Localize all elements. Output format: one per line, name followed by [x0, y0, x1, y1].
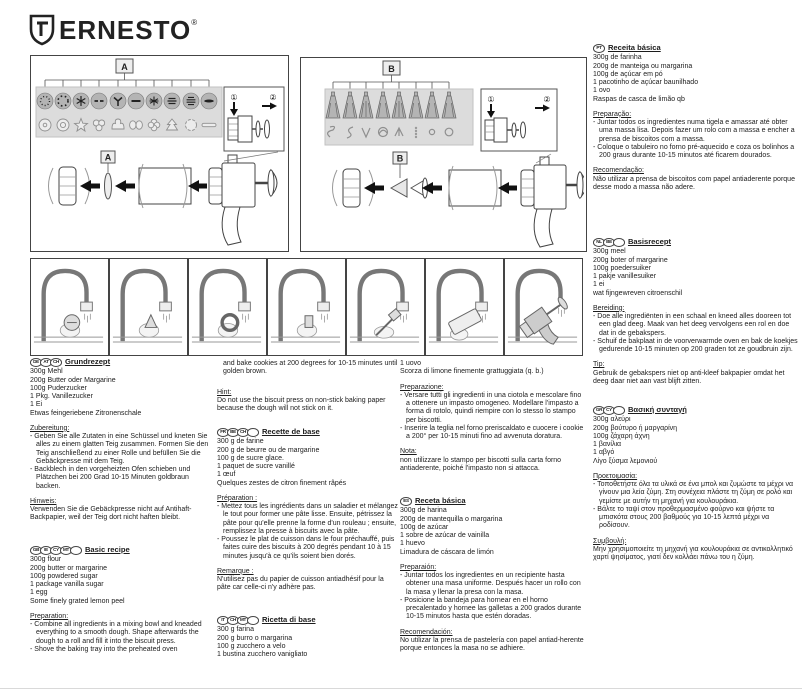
note-heading: Nota:: [400, 448, 417, 456]
ingredient-line: 1 package vanilla sugar: [30, 581, 104, 589]
ingredient-list: [400, 360, 587, 377]
prep-step: - Versare tutti gli ingredienti in una ciotola e mescolare fino a ottenere un impasto omogeneo. Modellare l'impasto a forma di rotolo, quindi riempire con lo stesso lo stampo per biscotti.: [400, 391, 582, 424]
wash-step-small-part-panel: [267, 258, 346, 356]
section-title: Receita básica: [607, 43, 661, 53]
prep-step: - Mettez tous les ingrédients dans un saladier et mélangez le tout pour former une pâte lisse. Ensuite, pétrissez la pâte pour qu'elle prenne la forme d'un rouleau ; ensuite, remplissez la presse à biscuits avec la pâte.: [217, 503, 398, 535]
ingredient-line: 100g de azúcar: [400, 523, 449, 531]
ingredient-line: 200 g burro o margarina: [217, 634, 293, 642]
ingredient-line: 1 sobre de azúcar de vainilla: [400, 532, 490, 540]
ingredient-line: 300 g de farine: [217, 438, 264, 446]
faucet-wash-nozzle-illustration: [110, 259, 185, 353]
note-text: N'utilisez pas du papier de cuisson antiadhésif pour la pâte car celle-ci n'y adhère pas.: [217, 576, 384, 592]
ingredient-line: 200g βούτυρο ή μαργαρίνη: [593, 424, 678, 432]
section-header: [30, 358, 212, 367]
diagram-b-label: B: [388, 64, 395, 74]
language-badges: [400, 498, 410, 505]
note-text: Verwenden Sie die Gebäckpresse nicht auf Antihaft-Backpapier, weil der Teig dort nicht haften bleibt.: [30, 506, 192, 522]
section-title: Recette de base: [261, 427, 320, 437]
ingredient-line: 100g de açúcar em pó: [593, 70, 663, 78]
wash-step-press-body-panel: [504, 258, 583, 356]
ingredient-line: Raspas de casca de limão qb: [593, 95, 685, 103]
note-text: No utilizar la prensa de pastelería con papel antiad-herente porque entonces la masa no se adhiere.: [400, 636, 584, 653]
language-badge: DE: [30, 358, 42, 367]
faucet-wash-part-illustration: [268, 259, 343, 353]
diagram-b-assembly: [333, 152, 585, 247]
language-badge: IT: [217, 616, 229, 625]
ingredient-line: 1 paquet de sucre vanillé: [217, 463, 295, 471]
note-text: Μην χρησιμοποιείτε τη μηχανή για κουλουράκια σε αντικολλητικό χαρτί ψησίματος, γιατί δεν κολλάει πάνω του η ζύμη.: [593, 545, 793, 562]
language-badge: MT: [60, 546, 72, 555]
language-badges: [593, 239, 623, 246]
ingredient-line: Scorza di limone finemente grattuggiata (q. b.): [400, 368, 544, 376]
diagram-b-box: [300, 57, 587, 252]
section-header: [400, 497, 587, 506]
language-badge: FR: [217, 428, 229, 437]
prep-heading: Preparazione:: [400, 383, 444, 391]
prep-step: - Juntar todos os ingredientes numa tigela e amassar até obter uma massa lisa. Depois fazer um rolo com a massa e encher a prensa de biscoitos com a massa.: [593, 119, 795, 143]
disc-callout-label: A: [104, 152, 112, 163]
ingredient-line: 100g poedersuiker: [593, 264, 651, 272]
page-bottom-divider: [0, 688, 802, 689]
prep-step: - Inserire la teglia nel forno preriscaldato e cuocere i cookie a 200° per 10-15 minuti fino ad avvenuta doratura.: [400, 424, 584, 440]
prep-step: - Schuif de bakplaat in de voorverwarmde oven en bak de koekjes gedurende 10-15 minuten op 200 graden tot ze goudbruin zijn.: [593, 337, 798, 354]
ingredient-line: 1 βανίλια: [593, 441, 622, 449]
language-badge: [247, 616, 259, 625]
diagram-b-inset: [481, 89, 557, 151]
section-french: [217, 428, 399, 593]
ingredient-line: wat fijngewreven citroenschil: [593, 289, 683, 297]
language-badge: [247, 428, 259, 437]
language-badge: AT: [40, 358, 52, 367]
ingredient-line: 1 ovo: [593, 87, 611, 95]
section-german: [30, 358, 212, 523]
language-badges: [217, 429, 257, 436]
note-heading: Συμβουλή:: [593, 537, 627, 545]
ingredient-line: 1 pacotinho de açúcar baunilhado: [593, 79, 699, 87]
ingredient-line: 1 huevo: [400, 540, 425, 548]
language-badge: CH: [227, 616, 239, 625]
language-badges: [30, 359, 60, 366]
note-heading: Recomendación:: [400, 628, 453, 636]
language-badges: [593, 45, 603, 52]
ingredient-line: 300g de harina: [400, 507, 447, 515]
ingredient-list: [30, 556, 212, 606]
section-italian: [217, 616, 399, 659]
ingredient-line: 1 egg: [30, 589, 48, 597]
ingredient-line: 300g de farinha: [593, 54, 642, 62]
prep-step: - Shove the baking tray into the preheated oven: [30, 645, 178, 653]
section-title: Receta básica: [414, 496, 466, 506]
ingredient-list: [593, 54, 799, 104]
wash-step-nozzle-panel: [109, 258, 188, 356]
wash-step-barrel-panel: [425, 258, 504, 356]
ernesto-shield-logo-icon: [28, 14, 56, 46]
ingredient-line: 1 αβγό: [593, 449, 615, 457]
language-badge: GR: [593, 406, 605, 415]
language-badge: MT: [237, 616, 249, 625]
prep-heading: Preparation:: [30, 612, 69, 620]
language-badge: CH: [50, 358, 62, 367]
ingredient-line: 1 uovo: [400, 360, 422, 367]
diagram-a-illustration: [31, 56, 286, 249]
prep-step: - Backblech in den vorgeheizten Ofen schieben und Plätzchen bei 200 Grad 10-15 Minuten goldbraun backen.: [30, 466, 191, 490]
language-badge: ES: [400, 497, 412, 506]
section-title: Basic recipe: [84, 545, 130, 555]
section-header: [30, 546, 212, 555]
prep-steps: [400, 572, 587, 622]
section-header: [593, 238, 799, 247]
language-badge: PT: [593, 44, 605, 53]
ingredient-line: 300g meel: [593, 248, 626, 256]
language-badge: IE: [40, 546, 52, 555]
section-header: [217, 616, 399, 625]
prep-step: - Doe alle ingrediënten in een schaal en kneed alles dooreen tot een glad deeg. Maak van het deeg vervolgens een rol en doe dat in de gebakspers.: [593, 313, 792, 337]
brand-name: ERNESTO: [59, 14, 192, 45]
ingredient-line: 200 g de beurre ou de margarine: [217, 446, 320, 454]
ingredient-line: Limadura de cáscara de limón: [400, 548, 494, 556]
note-text: Gebruik de gebakspers niet op anti-kleef bakpapier omdat het deeg daar niet aan vast blijft zitten.: [593, 369, 785, 385]
prep-steps: [593, 313, 799, 354]
ingredient-list: [30, 368, 212, 418]
prep-step: - Combine all ingredients in a mixing bowl and kneaded everything to a smooth dough. Shape afterwards the dough to a roll and fill it into the biscuit press.: [30, 621, 202, 645]
diagram-a-label: A: [121, 62, 128, 72]
prep-heading: Bereiding:: [593, 304, 625, 312]
ingredient-list: [217, 626, 399, 659]
ingredient-line: 200g Butter oder Margarine: [30, 376, 116, 384]
language-badge: CY: [603, 406, 615, 415]
faucet-wash-barrel-illustration: [426, 259, 501, 353]
ingredient-line: 100 g zucchero a velo: [217, 642, 286, 650]
section-title: Ricetta di base: [261, 615, 316, 625]
section-portuguese: [593, 44, 799, 192]
diagram-a-box: [30, 55, 289, 252]
ingredient-line: 1 œuf: [217, 471, 236, 479]
prep-heading: Preparação:: [593, 110, 632, 118]
diagram-b-illustration: [301, 58, 584, 249]
language-badge: [613, 406, 625, 415]
language-badge: CY: [50, 546, 62, 555]
prep-heading: Preparaión:: [400, 563, 437, 571]
prep-steps: [400, 392, 587, 442]
ingredient-line: Λίγο ξύσμα λεμονιού: [593, 457, 658, 465]
ingredient-line: 1 ei: [593, 281, 605, 289]
note-heading: Hinweis:: [30, 497, 57, 505]
note-heading: Recomendação:: [593, 167, 644, 175]
prep-steps: [30, 621, 212, 654]
ingredient-line: 100 g de sucre glace.: [217, 454, 284, 462]
ingredient-list: [593, 248, 799, 298]
language-badges: [593, 407, 623, 414]
diagram-a-inset: [224, 87, 284, 151]
ingredient-line: 200g butter or margarine: [30, 564, 108, 572]
language-badge: GB: [30, 546, 42, 555]
ingredient-line: 100g powdered sugar: [30, 572, 98, 580]
prep-heading: Préparation :: [217, 494, 258, 502]
ingredient-line: 300g Mehl: [30, 368, 63, 376]
ingredient-line: 1 pakje vanillesuiker: [593, 273, 657, 281]
step-2-marker: ②: [269, 93, 277, 102]
prep-steps: [30, 433, 212, 491]
language-badges: [30, 547, 80, 554]
ingredient-line: 300 g farina: [217, 626, 254, 634]
diagram-a-assembly: [49, 151, 279, 245]
prep-step: - Τοποθετήστε όλα τα υλικά σε ένα μπολ και ζυμώστε τα μέχρι να γίνουν μια λεία ζύμη. Στη συνέχεια πλάστε τη ζύμη σε ρολό και γεμίστε με αυτήν τη μηχανή για κουλουράκια.: [593, 481, 793, 505]
language-badge: BE: [603, 238, 615, 247]
ingredient-line: Quelques zestes de citron finement râpés: [217, 479, 347, 487]
step-1-marker: ①: [487, 95, 495, 104]
wash-step-ring-cap-panel: [188, 258, 267, 356]
section-english: [30, 546, 212, 654]
note-text: non utilizzare lo stampo per biscotti sulla carta forno antiaderente, poiché l'impasto non si attacca.: [400, 456, 562, 472]
prep-heading: Zubereitung:: [30, 424, 70, 432]
faucet-wash-ring-illustration: [189, 259, 264, 353]
note-heading: Tip:: [593, 361, 605, 369]
ingredient-line: 1 bustina zucchero vanigliato: [217, 651, 308, 659]
language-badge: BE: [227, 428, 239, 437]
step-2-marker: ②: [543, 95, 551, 104]
ingredient-line: 100g Puderzucker: [30, 384, 87, 392]
section-greek: [593, 406, 799, 562]
section-title: Basisrecept: [627, 237, 672, 247]
ingredient-list: [217, 438, 399, 488]
language-badge: CH: [237, 428, 249, 437]
ingredient-line: 1 Pkg. Vanillezucker: [30, 393, 93, 401]
section-header: [593, 406, 799, 415]
prep-step: - Juntar todos los ingredientes en un recipiente hasta obtener una masa uniforme. Después hacer un rollo con la masa y llenar la presa con la masa.: [400, 572, 581, 596]
ingredient-line: 100g ζάχαρη άχνη: [593, 432, 650, 440]
hint-heading: Hint:: [217, 388, 232, 396]
ingredient-line: 200g de manteiga ou margarina: [593, 62, 693, 70]
ingredient-list: [400, 507, 587, 557]
ingredient-line: 300g flour: [30, 556, 62, 564]
section-title: Grundrezept: [64, 357, 111, 367]
section-header: [217, 428, 399, 437]
language-badges: [217, 617, 257, 624]
nozzle-callout-label: B: [396, 153, 404, 164]
prep-heading: Προετοιμασία:: [593, 472, 638, 480]
prep-step: - Βάλτε το ταψί στον προθερμασμένο φούρνο και ψήστε τα μπισκότα στους 200 βαθμούς για 10-15 λεπτά μέχρι να ροδίσουν.: [593, 505, 775, 530]
note-heading: Remarque :: [217, 567, 254, 575]
note-text: Não utilizar a prensa de biscoitos com papel antiaderente porque desse modo a massa não adere.: [593, 175, 795, 191]
ingredient-list: [593, 416, 799, 466]
ingredient-line: Some finely grated lemon peel: [30, 597, 125, 605]
press-body-in-hand: [518, 294, 580, 353]
prep-steps: [593, 481, 799, 531]
prep-steps: [217, 503, 399, 561]
section-spanish: [400, 497, 587, 653]
language-badge: [70, 546, 82, 555]
section-italian-continued: [400, 360, 587, 473]
ingredient-line: 1 Ei: [30, 401, 43, 409]
ingredient-line: 300g αλεύρι: [593, 416, 631, 424]
prep-step: - Coloque o tabuleiro no forno pré-aquecido e coza os bolinhos a 200 graus durante 10-15 minutos até ficarem dourados.: [593, 143, 795, 160]
ingredient-line: Etwas feingeriebene Zitronenschale: [30, 409, 142, 417]
faucet-wash-disc-illustration: [31, 259, 106, 353]
prep-step: - Geben Sie alle Zutaten in eine Schüssel und kneten Sie alles zu einem glatten Teig zusammen. Formen Sie den Teig anschließend zu einer Rolle und befüllen Sie die Gebäckpresse mit dem Teig.: [30, 433, 209, 465]
registered-trademark: ®: [191, 17, 198, 27]
brand-logo: [28, 14, 197, 46]
prep-steps: [593, 119, 799, 160]
prep-step: - Poussez le plat de cuisson dans le four préchauffé, puis faites cuire des biscuits à 200 degrés pendant 10 à 15 minutes jusqu'à ce qu'ils soient bien dorés.: [217, 536, 395, 560]
section-english-continued: [217, 360, 399, 413]
prep-step-continuation: and bake cookies at 200 degrees for 10-15 minutes until golden brown.: [223, 360, 398, 376]
prep-step: - Posicione la bandeja para hornear en el horno precalentado y hornee las galletas a 200 grados durante 10-15 minutos hasta que estén doradas.: [400, 596, 582, 621]
ingredient-line: 200g boter of margarine: [593, 256, 668, 264]
hint-text: Do not use the biscuit press on non-stick baking paper because the dough will not stick on it.: [217, 396, 386, 412]
faucet-wash-brush-illustration: [347, 259, 422, 353]
section-title: Βασική συνταγή: [627, 405, 687, 415]
step-1-marker: ①: [230, 93, 238, 102]
faucet-wash-press-illustration: [505, 259, 580, 353]
language-badge: [613, 238, 625, 247]
language-badge: NL: [593, 238, 605, 247]
wash-step-disc-panel: [30, 258, 109, 356]
wash-step-brush-panel: [346, 258, 425, 356]
section-header: [593, 44, 799, 53]
ingredient-line: 200g de mantequilla o margarina: [400, 515, 503, 523]
section-dutch: [593, 238, 799, 386]
